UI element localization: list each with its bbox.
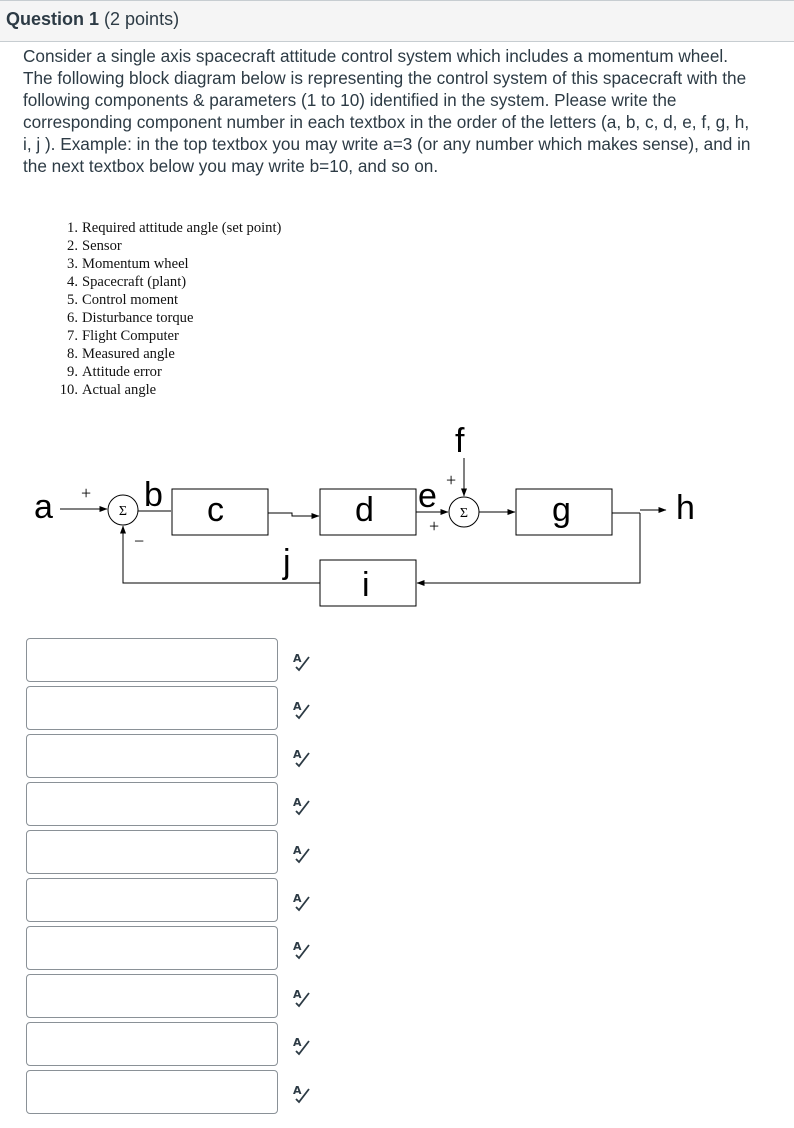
answer-input-1[interactable] [26, 638, 278, 682]
label-j: j [283, 543, 291, 581]
label-c: c [207, 491, 224, 529]
spell-check-icon[interactable] [290, 986, 312, 1008]
spell-check-icon[interactable] [290, 938, 312, 960]
svg-text:A: A [293, 844, 302, 857]
component-number: 9. [67, 364, 78, 380]
component-label: Spacecraft (plant) [82, 274, 187, 290]
label-h: h [676, 489, 695, 527]
component-label: Momentum wheel [82, 256, 189, 272]
spell-check-icon[interactable] [290, 698, 312, 720]
component-item [54, 345, 281, 363]
answer-input-7[interactable] [26, 926, 278, 970]
component-number: 6. [67, 310, 78, 326]
answer-row [26, 830, 326, 874]
label-f: f [455, 422, 465, 460]
answer-input-2[interactable] [26, 686, 278, 730]
component-number: 7. [67, 328, 78, 344]
answer-row [26, 1070, 326, 1114]
component-item [54, 363, 281, 381]
question-number: Question 1 [6, 9, 100, 29]
question-points: (2 points) [104, 9, 180, 29]
component-label: Flight Computer [82, 328, 179, 344]
summing-junction-2-symbol: Σ [459, 506, 469, 521]
sign-plus-sum2-left: + [429, 516, 440, 536]
answer-row [26, 1022, 326, 1066]
svg-text:A: A [293, 892, 302, 905]
component-number: 5. [67, 292, 78, 308]
component-item [54, 219, 281, 237]
svg-text:A: A [293, 940, 302, 953]
answer-input-6[interactable] [26, 878, 278, 922]
answer-row [26, 734, 326, 778]
answer-row [26, 926, 326, 970]
component-item [54, 291, 281, 309]
signal-j-line [268, 513, 319, 516]
spell-check-icon[interactable] [290, 794, 312, 816]
answer-input-8[interactable] [26, 974, 278, 1018]
component-number: 3. [67, 256, 78, 272]
question-paragraph: Consider a single axis spacecraft attitude control system which includes a momentum wheel. The following block diagram below is representing the control system of this spacecraft with the following components & parameters (1 to 10) identified in the system. Please write the corresponding component number in each textbox in the order of the letters (a, b, c, d, e, f, g, h, i, j ). Example: in the top textbox you may write a=3 (or any number which makes sense), and in the next textbox below you may write b=10, and so on. [23, 46, 751, 177]
answer-input-4[interactable] [26, 782, 278, 826]
answer-input-3[interactable] [26, 734, 278, 778]
label-e: e [418, 477, 437, 515]
answer-input-5[interactable] [26, 830, 278, 874]
component-label: Disturbance torque [82, 310, 194, 326]
component-list [54, 219, 281, 399]
sign-minus-sum1-feedback: − [134, 531, 145, 551]
component-label: Actual angle [82, 382, 157, 398]
label-i: i [362, 566, 370, 604]
label-g: g [552, 491, 571, 529]
sign-plus-sum2-top: + [446, 470, 457, 490]
component-label: Measured angle [82, 346, 175, 362]
component-item [54, 255, 281, 273]
question-text [23, 45, 758, 178]
component-item [54, 381, 281, 399]
svg-text:A: A [293, 1036, 302, 1049]
spell-check-icon[interactable] [290, 890, 312, 912]
spell-check-icon[interactable] [290, 746, 312, 768]
spell-check-icon[interactable] [290, 650, 312, 672]
svg-text:A: A [293, 652, 302, 665]
label-a: a [34, 488, 53, 526]
component-item [54, 273, 281, 291]
sign-plus-sum1-input: + [81, 483, 92, 503]
spell-check-icon[interactable] [290, 1034, 312, 1056]
spell-check-icon[interactable] [290, 842, 312, 864]
svg-text:A: A [293, 748, 302, 761]
component-number: 10. [59, 382, 78, 398]
component-label: Control moment [82, 292, 179, 308]
component-item [54, 327, 281, 345]
component-number: 2. [67, 238, 78, 254]
answer-input-10[interactable] [26, 1070, 278, 1114]
component-number: 4. [67, 274, 78, 290]
answer-row [26, 974, 326, 1018]
component-label: Required attitude angle (set point) [82, 220, 282, 236]
component-number: 8. [67, 346, 78, 362]
question-header [0, 0, 794, 42]
label-d: d [355, 491, 374, 529]
component-number: 1. [67, 220, 78, 236]
label-b: b [144, 476, 163, 514]
spell-check-icon[interactable] [290, 1082, 312, 1104]
svg-text:A: A [293, 796, 302, 809]
answer-row [26, 782, 326, 826]
component-label: Attitude error [82, 364, 162, 380]
svg-text:A: A [293, 988, 302, 1001]
block-diagram [0, 410, 794, 620]
svg-text:A: A [293, 1084, 302, 1097]
component-item [54, 309, 281, 327]
component-label: Sensor [82, 238, 122, 254]
answer-row [26, 686, 326, 730]
component-item [54, 237, 281, 255]
svg-text:A: A [293, 700, 302, 713]
question-title [6, 9, 179, 30]
answer-row [26, 878, 326, 922]
summing-junction-1-symbol: Σ [118, 504, 128, 519]
answer-row [26, 638, 326, 682]
answer-input-9[interactable] [26, 1022, 278, 1066]
